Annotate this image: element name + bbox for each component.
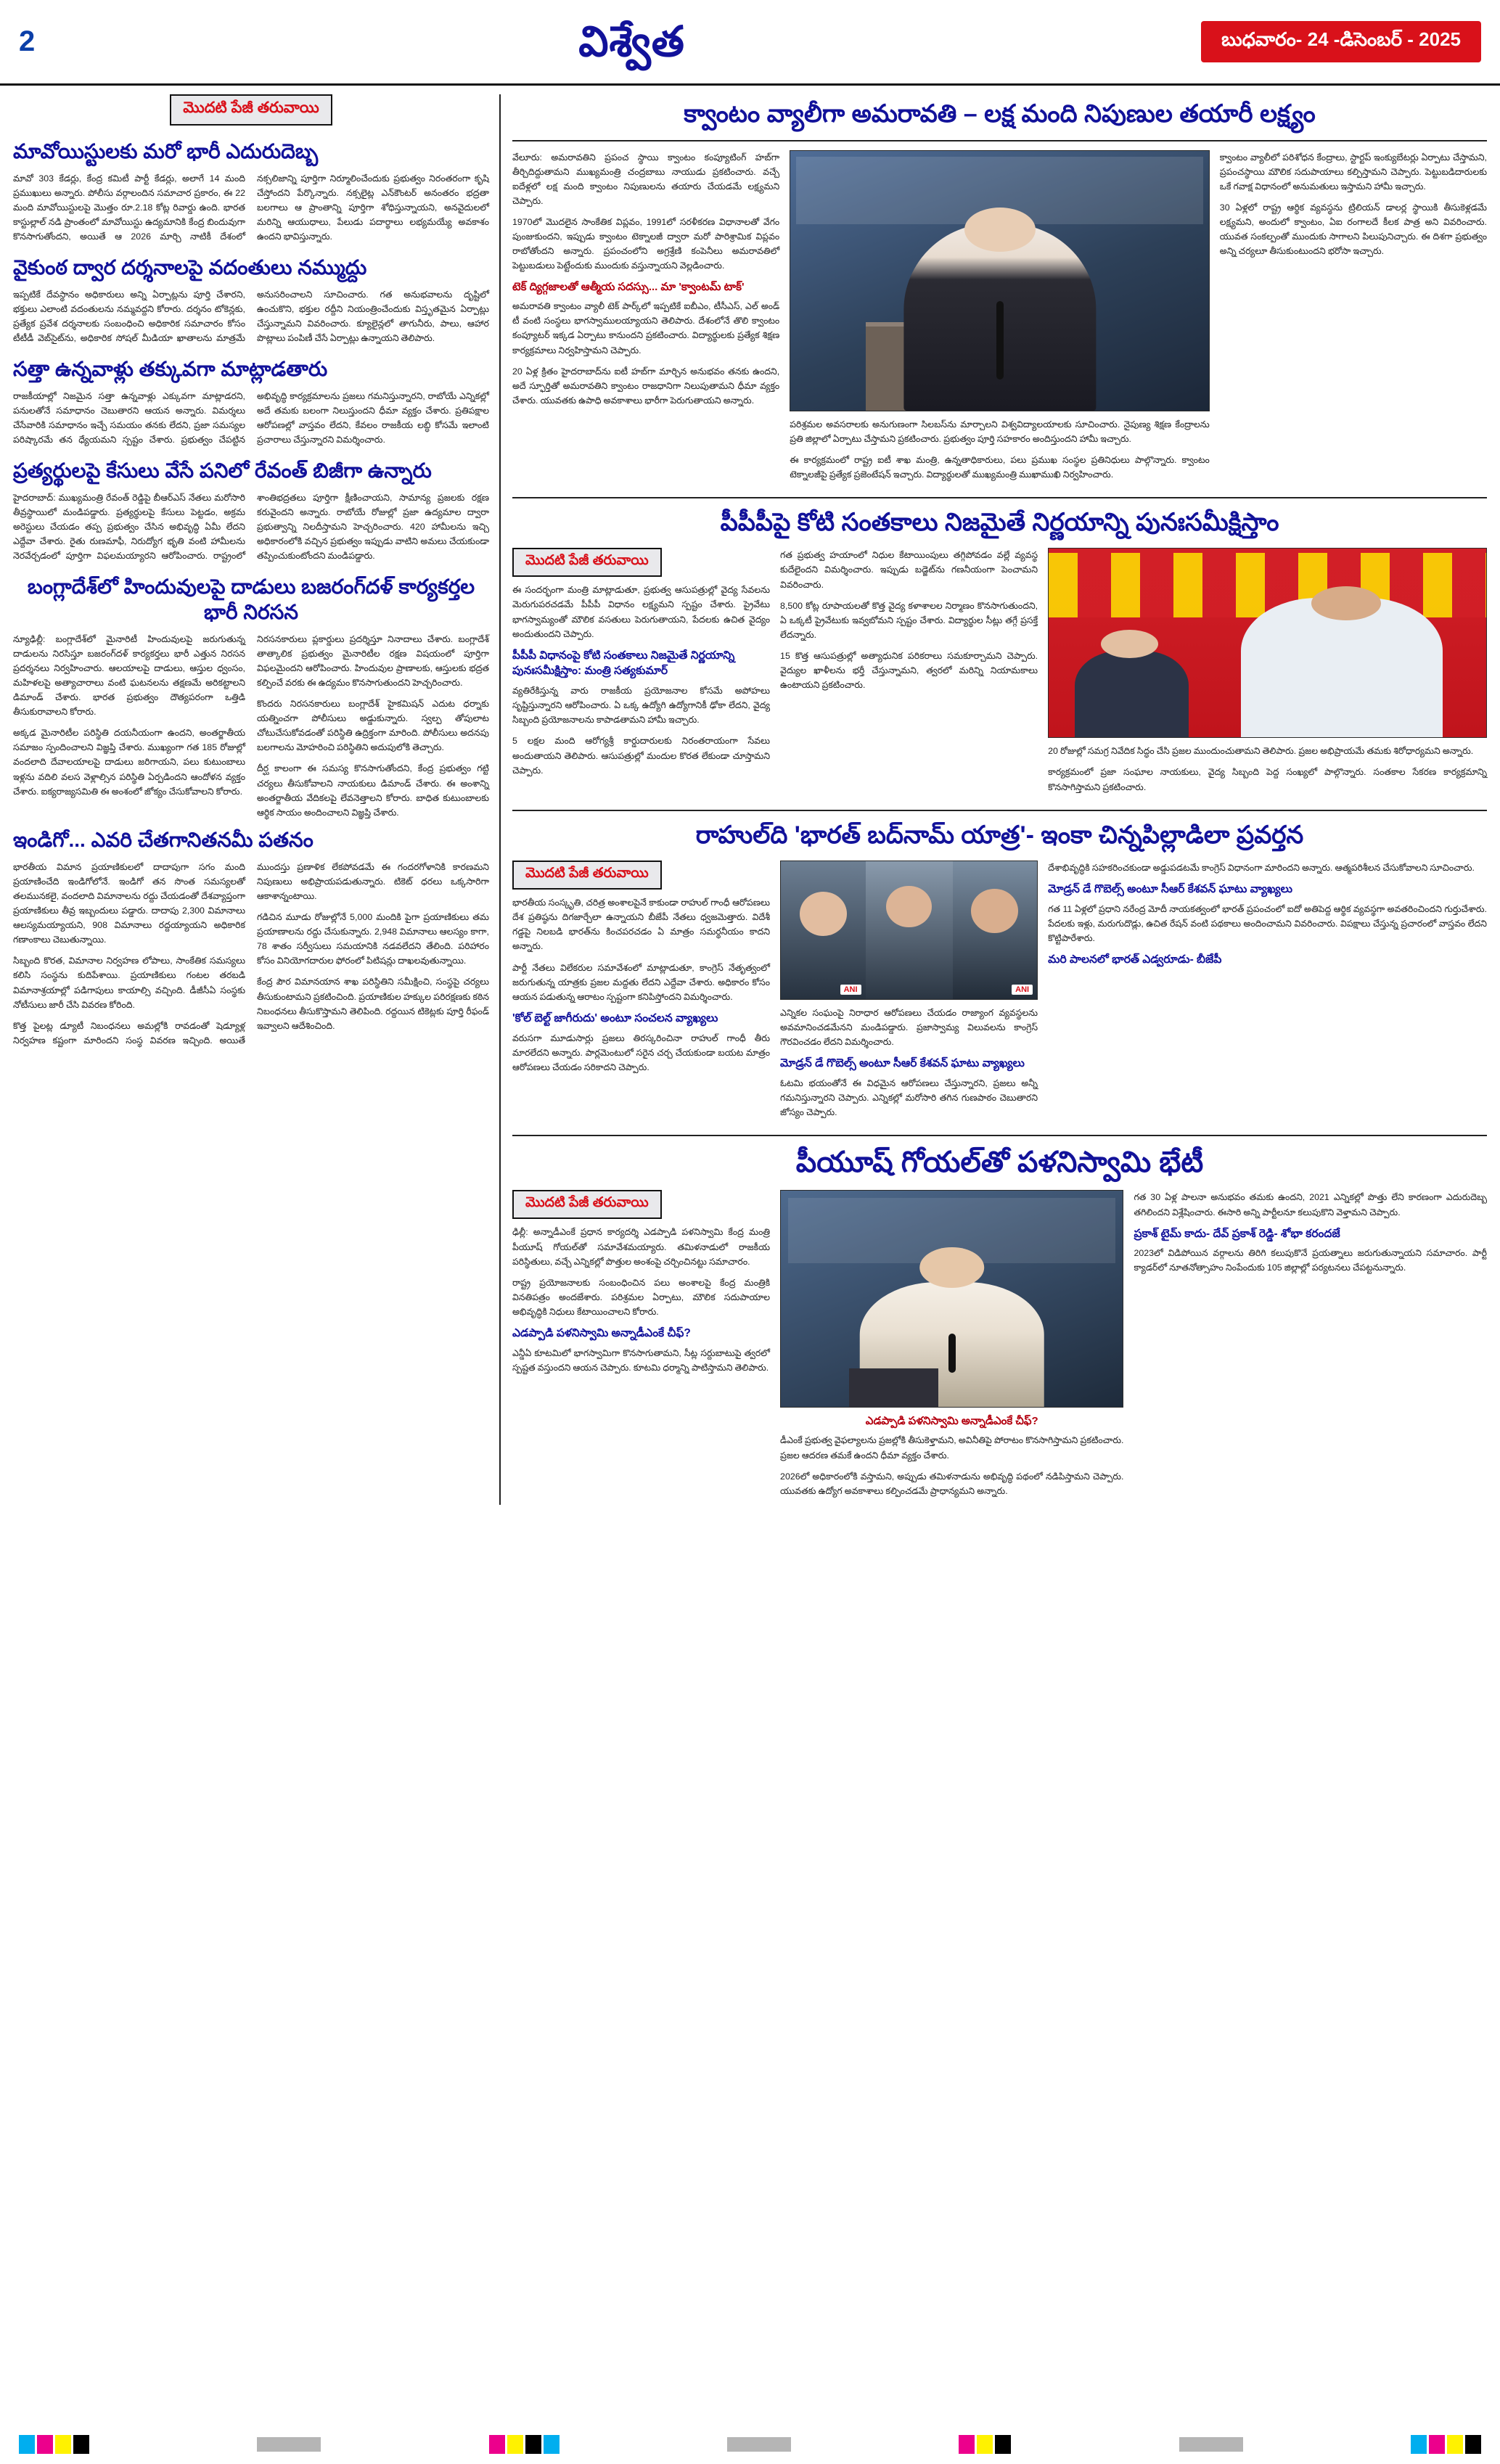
gray-bar-2 — [727, 2437, 791, 2452]
goyal-col-1 — [512, 1190, 770, 1504]
quantum-center — [790, 150, 1210, 488]
paragraph: కార్యక్రమంలో ప్రజా సంఘాల నాయకులు, వైద్య సిబ్బంది పెద్ద సంఖ్యలో పాల్గొన్నారు. సంతకాల సేకరణ కార్యక్రమాన్ని కొనసాగిస్తామని ప్రకటించారు. — [1048, 767, 1487, 792]
microphone-icon — [948, 1334, 956, 1373]
quantum-text-col-3 — [1220, 150, 1487, 488]
paragraph: 8,500 కోట్ల రూపాయలతో కొత్త వైద్య కళాశాలల నిర్మాణం కొనసాగుతుందని, ఏ ఒక్కటీ ప్రైవేటుకు ఇవ్వబోమని స్పష్టం చేశారు. విద్యార్థుల సీట్లు తగ్గే ప్రసక్తే లేదన్నారు. — [780, 600, 1038, 640]
rahul-col-1 — [512, 861, 770, 1126]
story-headline: మావోయిస్టులకు మరో భారీ ఎదురుదెబ్బ — [13, 140, 319, 163]
story-satta — [13, 356, 489, 451]
photo-cm-speech — [790, 150, 1210, 411]
paragraph: 2023లో విడిపోయిన వర్గాలను తిరిగి కలుపుకొనే ప్రయత్నాలు జరుగుతున్నాయని సమాచారం. పార్టీ క్యాడర్‌లో నూతనోత్సాహం నింపేందుకు 105 జిల్లాల్లో పర్యటనలు చేపట్టనున్నారు. — [1134, 1248, 1487, 1273]
paragraph: న్యూఢిల్లీ: బంగ్లాదేశ్‌లో మైనారిటీ హిందువులపై జరుగుతున్న దాడులను నిరసిస్తూ బజరంగ్‌దళ్ కార్యకర్తలు భారీ ఎత్తున నిరసన ప్రదర్శనలు నిర్వహించారు. ఆలయాలపై దాడులు, ఆస్తుల ధ్వంసం, మహిళలపై అత్యాచారాలు వంటి ఘటనలను తక్షణమే అరికట్టాలని డిమాండ్ చేశారు. భారత ప్రభుత్వం దౌత్యపరంగా ఒత్తిడి తీసుకురావాలని కోరారు. — [13, 633, 245, 718]
rahul-col-3 — [1048, 861, 1487, 1126]
paragraph: సిబ్బంది కొరత, విమానాల నిర్వహణ లోపాలు, సాంకేతిక సమస్యలు కలిసి సంస్థను కుదిపేశాయి. ప్రయాణికులు గంటల తరబడి విమానాశ్రయాల్లో పడిగాపులు కాయాల్సి వచ్చింది. డీజీసీఏ సంస్థకు నోటీసులు జారీ చేసి వివరణ కోరింది. — [13, 956, 245, 1010]
story-body — [13, 490, 489, 567]
photo-head-left — [1101, 630, 1157, 658]
story-body — [13, 287, 489, 349]
swatch-yellow — [55, 2435, 71, 2454]
story-body — [13, 171, 489, 247]
rahul-col-2 — [780, 861, 1038, 1126]
paragraph: ఈ కార్యక్రమంలో రాష్ట్ర ఐటీ శాఖ మంత్రి, ఉన్నతాధికారులు, పలు ప్రముఖ సంస్థల ప్రతినిధులు పాల్గొన్నారు. క్వాంటం టెక్నాలజీపై ప్రత్యేక ప్రజెంటేషన్ ఇచ్చారు. విద్యార్థులతో ముఖ్యమంత్రి ముఖాముఖి నిర్వహించారు. — [790, 454, 1210, 480]
photo-press-trio — [780, 861, 1038, 1000]
paragraph: కొత్త పైలట్ల డ్యూటీ నిబంధనలు అమల్లోకి రావడంతో షెడ్యూళ్ల నిర్వహణ కష్టంగా మారిందని సంస్థ వివరణ ఇచ్చింది. అయితే ముందస్తు ప్రణాళిక లేకపోవడమే ఈ గందరగోళానికి కారణమని నిపుణులు అభిప్రాయపడుతున్నారు. టికెట్ ధరలు ఒక్కసారిగా ఆకాశాన్నంటాయి. — [13, 861, 489, 1046]
swatch-group-4 — [1411, 2435, 1481, 2454]
paragraph: 20 రోజుల్లో సమగ్ర నివేదిక సిద్ధం చేసి ప్రజల ముందుంచుతామని తెలిపారు. ప్రజల అభిప్రాయమే తమకు శిరోధార్యమని అన్నారు. — [1048, 746, 1474, 757]
story-subhead: మోడ్రన్ డే గొబెల్స్ అంటూ సీఆర్ కేశవన్ ఘాటు వ్యాఖ్యలు — [780, 1057, 1025, 1070]
story-body — [13, 860, 489, 1048]
divider — [512, 140, 1487, 141]
swatch-magenta — [489, 2435, 505, 2454]
photo-goyal-head — [919, 1247, 985, 1289]
swatch-magenta — [959, 2435, 975, 2454]
left-column — [13, 94, 501, 1505]
left-continued-kicker-wrap — [13, 94, 489, 131]
photo-event-banner — [1049, 553, 1486, 617]
story-headline: క్వాంటం వ్యాలీగా అమరావతి – లక్ష మంది నిపుణుల తయారీ లక్ష్యం — [684, 100, 1316, 128]
continued-label: మొదటి పేజీ తరువాయి — [512, 1190, 662, 1219]
story-subhead: టెక్ ద్యిగ్గజాలతో ఆత్మీయ సదస్సు... మా 'క్వాంటమ్ టాక్' — [512, 281, 745, 294]
paragraph: డీఎంకే ప్రభుత్వ వైఫల్యాలను ప్రజల్లోకి తీసుకెళ్తామని, అవినీతిపై పోరాటం కొనసాగిస్తామని ప్రకటించారు. ప్రజల ఆదరణ తమకే ఉందని ధీమా వ్యక్తం చేశారు. — [780, 1435, 1124, 1461]
story-body — [13, 632, 489, 820]
masthead — [0, 0, 1500, 86]
masthead-logo-wrap — [62, 17, 1201, 65]
story-headline: ఇండిగో... ఎవరి చేతగానితనమీ పతనం — [13, 828, 313, 851]
photo-minister-press-meet — [1048, 548, 1487, 738]
photo-lectern — [849, 1368, 938, 1408]
quantum-text-col-1 — [512, 150, 779, 488]
goyal-block — [512, 1190, 1487, 1504]
swatch-yellow — [1447, 2435, 1463, 2454]
photo-head-3 — [971, 889, 1018, 933]
story-headline: రాహుల్‌ది 'భారత్ బద్‌నామ్ యాత్ర'- ఇంకా చిన్నపిల్లాడిలా ప్రవర్తన — [695, 821, 1304, 849]
photo-head-right — [1311, 586, 1381, 620]
story-goyal — [512, 1145, 1487, 1504]
photo-panel-left — [781, 861, 866, 999]
paragraph: గడిచిన మూడు రోజుల్లోనే 5,000 మందికి పైగా ప్రయాణికులు తమ ప్రయాణాలను రద్దు చేసుకున్నారు. 2,948 విమానాలు ఆలస్యం కాగా, 78 శాతం సర్వీసులు సమయానికి నడవలేదని తేలింది. పరిహారం కోసం వినియోగదారుల ఫోరంలో పిటిషన్లు దాఖలవుతున్నాయి. — [257, 912, 489, 966]
story-vaikunta — [13, 255, 489, 349]
paragraph: మావో 303 కేడర్లు, కేంద్ర కమిటీ పార్టీ కేడర్లు, అలాగే 14 మంది ప్రముఖులు అన్నారు. పోలీసు వర్గాలందిన సమాచార ప్రకారం, ఈ 22 మంది మావోయిస్టులపై మొత్తం రూ.2.18 కోట్ల రివార్డు ఉంది. భారత కాస్టుల్లాల్ నడి ప్రాంతంలో మావోయిస్టు ఉద్యమానికి కేంద్ర బిందువుగా కొనసాగుతోందని, అయితే ఆ 2026 మార్చి నాటికీ దేశంలో నక్సలిజాన్ని పూర్తిగా నిర్మూలించేందుకు ప్రభుత్వం నిరంతరంగా కృషి చేస్తోందని పేర్కొన్నారు. నక్సలైట్ల ఎన్‌కౌంటర్ అనంతరం భద్రతా బలగాలు ఆ ప్రాంతాన్ని పూర్తిగా శోధిస్తున్నాయని, అనవైదులలో మరిన్ని ఆయుధాలు, పేలుడు పదార్థాలు లభ్యమయ్యే అవకాశం ఉందని భావిస్తున్నారు. — [13, 173, 489, 242]
story-revanth — [13, 458, 489, 567]
swatch-cyan — [544, 2435, 560, 2454]
ppp-col-2 — [780, 548, 1038, 800]
ppp-col-1 — [512, 548, 770, 800]
continued-label: మొదటి పేజీ తరువాయి — [170, 94, 332, 126]
paragraph: ఈ సందర్భంగా మంత్రి మాట్లాడుతూ, ప్రభుత్వ ఆసుపత్రుల్లో వైద్య సేవలను మెరుగుపరచడమే పీపీపీ విధానం లక్ష్యమని స్పష్టం చేశారు. ప్రైవేటు భాగస్వామ్యంతో మౌలిక వసతులు పెరుగుతాయని, పేదలకు ఉచిత వైద్యం అందుతుందని చెప్పారు. — [512, 585, 771, 639]
paragraph: 5 లక్షల మంది ఆరోగ్యశ్రీ కార్డుదారులకు నిరంతరాయంగా సేవలు అందుతాయని తెలిపారు. ఆసుపత్రుల్లో మందుల కొరత లేకుండా చూస్తామని చెప్పారు. — [512, 736, 771, 776]
swatch-black — [1465, 2435, 1481, 2454]
paragraph: ఓటమి భయంతోనే ఈ విధమైన ఆరోపణలు చేస్తున్నారని, ప్రజలు అన్నీ గమనిస్తున్నారని చెప్పారు. ఎన్నికల్లో మరోసారి తగిన గుణపాఠం చెబుతారని జోస్యం చెప్పారు. — [780, 1078, 1038, 1118]
issue-date: బుధవారం- 24 -డిసెంబర్ - 2025 — [1201, 21, 1481, 62]
paragraph: వ్యతిరేకిస్తున్న వారు రాజకీయ ప్రయోజనాల కోసమే అపోహలు సృష్టిస్తున్నారని ఆరోపించారు. ఏ ఒక్క ఉద్యోగి ఉద్యోగానికీ ఢోకా లేదని, వైద్య సిబ్బంది ప్రయోజనాలను కాపాడతామని హామీ ఇచ్చారు. — [512, 686, 771, 726]
microphone-icon — [996, 301, 1004, 379]
paragraph: ఎన్నికల సంఘంపై నిరాధార ఆరోపణలు చేయడం రాజ్యాంగ వ్యవస్థలను అవమానించడమేనని మండిపడ్డారు. ప్రజాస్వామ్య విలువలను కాంగ్రెస్ గౌరవించడం లేదని విమర్శించారు. — [780, 1008, 1038, 1048]
goyal-col-2 — [780, 1190, 1123, 1504]
rahul-block — [512, 861, 1487, 1126]
divider — [512, 1135, 1487, 1136]
paragraph: పార్టీ నేతలు విలేకరుల సమావేశంలో మాట్లాడుతూ, కాంగ్రెస్ నేతృత్వంలో జరుగుతున్న యాత్రకు ప్రజల మద్దతు లేదని ఎద్దేవా చేశారు. అధికారం కోసం ఆయన పడుతున్న ఆరాటం స్పష్టంగా కనిపిస్తోందని విమర్శించారు. — [512, 962, 771, 1002]
paragraph: రాజకీయాల్లో నిజమైన సత్తా ఉన్నవాళ్లు ఎక్కువగా మాట్లాడరని, పనులతోనే సమాధానం చెబుతారని ఆయన అన్నారు. విమర్శలు చేసేవారికి సమాధానం ఇచ్చే సమయం తనకు లేదని, ప్రజా సమస్యల పరిష్కారమే తన ధ్యేయమని స్పష్టం చేశారు. ప్రభుత్వం చేపట్టిన అభివృద్ధి కార్యక్రమాలను ప్రజలు గమనిస్తున్నారని, రాబోయే ఎన్నికల్లో అదే తమకు బలంగా నిలుస్తుందని ధీమా వ్యక్తం చేశారు. ప్రతిపక్షాల ఆరోపణల్లో వాస్తవం లేదని, కేవలం రాజకీయ లబ్ధి కోసమే ఇలాంటి ప్రచారాలు చేస్తున్నారని విమర్శించారు. — [13, 390, 489, 445]
story-subhead: ఎడప్పాడి పళనిస్వామి అన్నాడీఎంకే చీఫ్? — [512, 1326, 691, 1339]
swatch-group-2 — [489, 2435, 560, 2454]
paragraph: 15 కొత్త ఆసుపత్రుల్లో అత్యాధునిక పరికరాలు సమకూర్చామని చెప్పారు. వైద్యుల ఖాళీలను భర్తీ చేస్తున్నామని, త్వరలో మరిన్ని నియామకాలు ఉంటాయని ప్రకటించారు. — [780, 650, 1038, 691]
paragraph: 2026లో అధికారంలోకి వస్తామని, అప్పుడు తమిళనాడును అభివృద్ధి పథంలో నడిపిస్తామని చెప్పారు. యువతకు ఉద్యోగ అవకాశాలు కల్పించడమే ప్రాధాన్యమని అన్నారు. — [780, 1471, 1124, 1496]
gray-bar-1 — [257, 2437, 321, 2452]
paragraph: నిరసనకారులు ప్లకార్డులు ప్రదర్శిస్తూ నినాదాలు చేశారు. బంగ్లాదేశ్ తాత్కాలిక ప్రభుత్వం మైనారిటీల రక్షణ విషయంలో పూర్తిగా విఫలమైందని ఆరోపించారు. హిందువుల ప్రాణాలకు, ఆస్తులకు భద్రత కల్పించే వరకు ఈ ఉద్యమం కొనసాగుతుందని హెచ్చరించారు. — [257, 633, 489, 688]
ppp-col-3 — [1048, 548, 1487, 800]
paragraph: ఢిల్లీ: అన్నాడీఎంకే ప్రధాన కార్యదర్శి ఎడప్పాడి పళనిస్వామి కేంద్ర మంత్రి పీయూష్ గోయల్‌తో సమావేశమయ్యారు. తమిళనాడులో రాజకీయ పరిస్థితులు, వచ్చే ఎన్నికల్లో పొత్తుల అంశంపై చర్చించినట్టు సమాచారం. — [512, 1227, 771, 1267]
ani-watermark-2: ANI — [1012, 985, 1033, 995]
story-headline: వైకుంఠ ద్వార దర్శనాలపై వదంతులు నమ్ముద్దు — [13, 255, 367, 279]
paragraph: వరుసగా మూడుసార్లు ప్రజలు తిరస్కరించినా రాహుల్ గాంధీ తీరు మారలేదని అన్నారు. పార్లమెంటులో సరైన చర్చ చేయకుండా బయట మాత్రం ఆరోపణలు చేయడం సరికాదని చెప్పారు. — [512, 1032, 771, 1072]
swatch-black — [995, 2435, 1011, 2454]
swatch-yellow — [977, 2435, 993, 2454]
paragraph: గత 30 ఏళ్ల పాలనా అనుభవం తమకు ఉందని, 2021 ఎన్నికల్లో పొత్తు లేని కారణంగా ఎదురుదెబ్బ తగిలిందని విశ్లేషించారు. ఈసారి అన్ని పార్టీలనూ కలుపుకొని వెళ్తామని చెప్పారు. — [1134, 1192, 1487, 1217]
story-subhead: ఎడప్పాడి పళనిస్వామి అన్నాడీఎంకే చీఫ్? — [865, 1415, 1038, 1428]
paragraph: దేశాభివృద్ధికి సహకరించకుండా అడ్డుపడటమే కాంగ్రెస్ విధానంగా మారిందని అన్నారు. ఆత్మపరిశీలన చేసుకోవాలని సూచించారు. — [1048, 863, 1475, 874]
paragraph: ఇప్పటికే దేవస్థానం అధికారులు అన్ని ఏర్పాట్లను పూర్తి చేశారని, భక్తులు ఎలాంటి వదంతులను నమ్మవద్దని కోరారు. దర్శనం టోకెన్లకు, ప్రత్యేక ప్రవేశ దర్శనాలకు సంబంధించి అధికారిక సమాచారం కోసం టీటీడీ వెబ్‌సైట్‌ను, అధికారిక సోషల్ మీడియా ఖాతాలను మాత్రమే అనుసరించాలని సూచించారు. గత అనుభవాలను దృష్టిలో ఉంచుకొని, భక్తుల రద్దీని నియంత్రించేందుకు విస్తృతమైన ఏర్పాట్లు చేస్తున్నామని వివరించారు. క్యూలైన్లలో తాగునీరు, పాలు, ఆహార పొట్లాలు పంపిణీ చేసే ఏర్పాట్లు ఉన్నాయని తెలిపారు. — [13, 289, 489, 344]
story-maoists — [13, 139, 489, 247]
paragraph: క్వాంటం వ్యాలీలో పరిశోధన కేంద్రాలు, స్టార్టప్ ఇంక్యుబేటర్లు ఏర్పాటు చేస్తామని, ప్రపంచస్థాయి మౌలిక సదుపాయాలు కల్పిస్తామని చెప్పారు. పెట్టుబడిదారులకు ఒకే గవాక్ష విధానంలో అనుమతులు ఇస్తామని హామీ ఇచ్చారు. — [1219, 152, 1487, 192]
gray-bar-3 — [1179, 2437, 1243, 2452]
swatch-magenta — [37, 2435, 53, 2454]
paragraph: అమరావతి క్వాంటం వ్యాలీ టెక్ పార్క్‌లో ఇప్పటికే ఐబీఎం, టీసీఎస్, ఎల్ అండ్ టీ వంటి సంస్థలు భాగస్వాములయ్యాయని తెలిపారు. దేశంలోనే తొలి క్వాంటం కంప్యూటర్ ఇక్కడ ఏర్పాటు కానుందని ప్రకటించారు. విద్యార్థులకు ప్రత్యేక శిక్షణ కార్యక్రమాలు నిర్వహిస్తామని చెప్పారు. — [512, 301, 780, 356]
photo-head-1 — [800, 892, 847, 936]
paragraph: భారతీయ విమాన ప్రయాణికులలో దాదాపుగా సగం మంది ప్రయాణించేది ఇండిగోలోనే. ఇండిగో తన సొంత సమస్యలతో తలమునకలై, వందలాది విమానాలను రద్దు చేయడంతో దేశవ్యాప్తంగా ప్రయాణికులు తీవ్ర ఇబ్బందులు పడ్డారు. దాదాపు 2,300 విమానాలు ఆలస్యమయ్యాయని, 908 విమానాలు రద్దయ్యాయని అధికారిక గణాంకాలు చెబుతున్నాయి. — [13, 861, 245, 945]
photo-panel-center — [866, 861, 953, 999]
story-subhead-2: ప్రకాశ్ టైమ్ కాదు- దేవ్ ప్రకాశ్ రెడ్డి- శోభా కరందజే — [1134, 1227, 1340, 1240]
photo-speaker-head — [964, 208, 1035, 252]
paragraph: దీర్ఘ కాలంగా ఈ సమస్య కొనసాగుతోందని, కేంద్ర ప్రభుత్వం గట్టి చర్యలు తీసుకోవాలని నాయకులు డిమాండ్ చేశారు. ఈ అంశాన్ని అంతర్జాతీయ వేదికలపై లేవనెత్తాలని కోరారు. బాధిత కుటుంబాలకు ఆర్థిక సాయం అందించాలని విజ్ఞప్తి చేశారు. — [257, 763, 489, 818]
paragraph: పరిశ్రమల అవసరాలకు అనుగుణంగా సిలబస్‌ను మార్చాలని విశ్వవిద్యాలయాలకు సూచించారు. నైపుణ్య శిక్షణ కేంద్రాలను ప్రతి జిల్లాలో ఏర్పాటు చేస్తామని ప్రకటించారు. ప్రభుత్వం పూర్తి సహకారం అందిస్తుందని హామీ ఇచ్చారు. — [790, 419, 1210, 444]
story-bangladesh — [13, 574, 489, 820]
page-content — [0, 86, 1500, 1505]
paragraph: భారతీయ సంస్కృతి, చరిత్ర అంశాలపైనే కాకుండా రాహుల్ గాంధీ ఆరోపణలు దేశ ప్రతిష్ఠను దిగజార్చేలా ఉన్నాయని బీజేపీ నేతలు ధ్వజమెత్తారు. విదేశీ గడ్డపై నిలబడి భారత్‌ను కించపరచడం ఏ మాత్రం సమర్థనీయం కాదని అన్నారు. — [512, 898, 771, 952]
paragraph: 30 ఏళ్లలో రాష్ట్ర ఆర్థిక వ్యవస్థను ట్రిలియన్ డాలర్ల స్థాయికి తీసుకెళ్లడమే లక్ష్యమని, అందులో క్వాంటం, ఏఐ రంగాలదే కీలక పాత్ర అని వివరించారు. యువత సంకల్పంతో ముందుకు సాగాలని పిలుపునిచ్చారు. ఈ దిశగా ప్రభుత్వం అన్ని చర్యలూ తీసుకుంటుందని భరోసా ఇచ్చారు. — [1219, 202, 1487, 257]
page-number: 2 — [19, 25, 36, 57]
photo-panel-right — [953, 861, 1038, 999]
story-ppp — [512, 507, 1487, 801]
story-headline: ప్రత్యర్థులపై కేసులు వేసే పనిలో రేవంత్ బిజీగా ఉన్నారు — [13, 459, 432, 482]
story-headline: పీయూష్ గోయల్‌తో పళనిస్వామి భేటీ — [795, 1146, 1204, 1179]
swatch-group-3 — [959, 2435, 1011, 2454]
swatch-black — [73, 2435, 89, 2454]
story-rahul — [512, 820, 1487, 1127]
quantum-top-block — [512, 150, 1487, 488]
right-column — [501, 94, 1487, 1505]
ani-watermark: ANI — [840, 985, 861, 995]
story-subhead: 'కోల్ బెల్ట్ జాగీరుదు' అంటూ సంచలన వ్యాఖ్యలు — [512, 1011, 718, 1024]
paragraph: ఎన్డీఏ కూటమిలో భాగస్వామిగా కొనసాగుతామని, సీట్ల సర్దుబాటుపై త్వరలో స్పష్టత వస్తుందని ఆయన చెప్పారు. కూటమి ధర్మాన్ని పాటిస్తామని తెలిపారు. — [512, 1347, 771, 1373]
swatch-yellow — [507, 2435, 523, 2454]
swatch-group-1 — [19, 2435, 89, 2454]
divider — [512, 810, 1487, 811]
swatch-magenta — [1429, 2435, 1445, 2454]
swatch-black — [525, 2435, 541, 2454]
divider — [512, 497, 1487, 498]
paragraph: 1970లో మొదలైన సాంకేతిక విప్లవం, 1991లో సరళీకరణ విధానాలతో వేగం పుంజుకుందని, ఇప్పుడు క్వాంటం టెక్నాలజీ ద్వారా మరో పారిశ్రామిక విప్లవం రాబోతోందని అన్నారు. ప్రపంచంలోని అగ్రశ్రేణి కంపెనీలు అమరావతిలో పెట్టుబడులు పెట్టేందుకు ముందుకు వస్తున్నాయని వెల్లడించారు. — [512, 216, 780, 271]
paragraph: గత ప్రభుత్వ హయాంలో నిధుల కేటాయింపులు తగ్గిపోవడం వల్లే వ్యవస్థ కుదేలైందని విమర్శించారు. ఇప్పుడు బడ్జెట్‌ను గణనీయంగా పెంచామని వివరించారు. — [780, 550, 1038, 590]
swatch-cyan — [1411, 2435, 1427, 2454]
story-subhead-bjp: మరి పాలనలో భారత్ ఎడ్వరూడు- బీజేపీ — [1048, 953, 1222, 966]
ppp-block — [512, 548, 1487, 800]
paragraph: కేంద్ర పౌర విమానయాన శాఖ పరిస్థితిని సమీక్షించి, సంస్థపై చర్యలు తీసుకుంటామని ప్రకటించింది. ప్రయాణికుల హక్కుల పరిరక్షణకు కఠిన నిబంధనలు తీసుకొస్తామని తెలిపింది. రద్దయిన టికెట్లకు పూర్తి రీఫండ్ ఇవ్వాలని ఆదేశించింది. — [257, 977, 489, 1031]
story-headline: సత్తా ఉన్నవాళ్లు తక్కువగా మాట్లాడతారు — [13, 357, 328, 380]
story-subhead-extra: మోడ్రన్ డే గొబెల్స్ అంటూ సీఆర్ కేశవన్ ఘాటు వ్యాఖ్యలు — [1048, 883, 1292, 896]
swatch-cyan — [19, 2435, 35, 2454]
continued-label: మొదటి పేజీ తరువాయి — [512, 548, 662, 577]
paragraph: రాష్ట్ర ప్రయోజనాలకు సంబంధించిన పలు అంశాలపై కేంద్ర మంత్రికి వినతిపత్రం అందజేశారు. పరిశ్రమల ఏర్పాటు, మౌలిక సదుపాయాల అభివృద్ధికి నిధులు కేటాయించాలని కోరారు. — [512, 1277, 771, 1317]
goyal-col-3 — [1134, 1190, 1487, 1504]
paragraph: వేలూరు: అమరావతిని ప్రపంచ స్థాయి క్వాంటం కంప్యూటింగ్ హబ్‌గా తీర్చిదిద్దుతామని ముఖ్యమంత్రి చంద్రబాబు నాయుడు ప్రకటించారు. వచ్చే ఐదేళ్లలో లక్ష మంది క్వాంటం నిపుణులను తయారు చేయడమే లక్ష్యమని చెప్పారు. — [512, 152, 780, 206]
paragraph: 20 ఏళ్ల క్రితం హైదరాబాద్‌ను ఐటీ హబ్‌గా మార్చిన అనుభవం తనకు ఉందని, అదే స్ఫూర్తితో అమరావతిని క్వాంటం రాజధానిగా నిలుపుతామని ధీమా వ్యక్తం చేశారు. యువతకు ఉపాధి అవకాశాలు భారీగా పెరుగుతాయని అన్నారు. — [512, 366, 780, 406]
paragraph: హైదరాబాద్‌: ముఖ్యమంత్రి రేవంత్ రెడ్డిపై బీఆర్ఎస్ నేతలు మరోసారి తీవ్రస్థాయిలో మండిపడ్డారు. ప్రత్యర్థులపై కేసులు పెట్టడం, అక్రమ అరెస్టులు చేయడం తప్ప ప్రభుత్వం చేసిన అభివృద్ధి ఏమీ లేదని ఎద్దేవా చేశారు. రైతు రుణమాఫీ, నిరుద్యోగ భృతి వంటి హామీలను నెరవేర్చడంలో పూర్తిగా విఫలమయ్యారని ఆరోపించారు. రాష్ట్రంలో శాంతిభద్రతలు పూర్తిగా క్షీణించాయని, సామాన్య ప్రజలకు రక్షణ కరువైందని అన్నారు. రాబోయే రోజుల్లో ప్రజా ఉద్యమాల ద్వారా ప్రభుత్వాన్ని నిలదీస్తామని హెచ్చరించారు. 420 హామీలను ఇచ్చి అధికారంలోకి వచ్చిన ప్రభుత్వం ఇప్పుడు వాటిని అమలు చేయకుండా తప్పించుకుంటోందని మండిపడ్డారు. — [13, 492, 489, 562]
photo-goyal-speaking — [780, 1190, 1123, 1408]
story-quantum — [512, 99, 1487, 488]
photo-head-2 — [886, 886, 931, 927]
paragraph: గత 11 ఏళ్లలో ప్రధాని నరేంద్ర మోదీ నాయకత్వంలో భారత్ ప్రపంచంలో ఐదో అతిపెద్ద ఆర్థిక వ్యవస్థగా అవతరించిందని గుర్తుచేశారు. పేదలకు ఇళ్లు, మరుగుదొడ్లు, ఉచిత రేషన్ వంటి పథకాలు అందించామని వివరించారు. విపక్షాలు చేస్తున్న ప్రచారంలో వాస్తవం లేదని కొట్టిపారేశారు. — [1048, 903, 1487, 944]
paragraph: అక్కడ మైనారిటీల పరిస్థితి దయనీయంగా ఉందని, అంతర్జాతీయ సమాజం స్పందించాలని విజ్ఞప్తి చేశారు. ముఖ్యంగా గత 185 రోజుల్లో వందలాది దేవాలయాలపై దాడులు జరిగాయని, పలు కుటుంబాలు ఇళ్లను వదిలి వలస వెళ్లాల్సిన పరిస్థితి ఏర్పడిందని ఆందోళన వ్యక్తం చేశారు. ఐక్యరాజ్యసమితి ఈ అంశంలో జోక్యం చేసుకోవాలని కోరారు. — [13, 728, 245, 797]
story-indigo — [13, 827, 489, 1048]
story-body — [13, 389, 489, 451]
story-subhead: పీపీపీ విధానంపై కోటి సంతకాలు నిజమైతే నిర్ణయాన్ని పునఃసమీక్షిస్తాం: మంత్రి సత్యకుమార్ — [512, 649, 735, 678]
paragraph: కొందరు నిరసనకారులు బంగ్లాదేశ్ హైకమిషన్ ఎదుట ధర్నాకు యత్నించగా పోలీసులు అడ్డుకున్నారు. స్వల్ప తోపులాట చోటుచేసుకోవడంతో పరిస్థితి ఉద్రిక్తంగా మారింది. పోలీసులు అదనపు బలగాలను మోహరించి పరిస్థితిని అదుపులోకి తెచ్చారు. — [257, 699, 489, 753]
publication-logo: విశ్వేత — [578, 17, 685, 65]
continued-label: మొదటి పేజీ తరువాయి — [512, 861, 662, 890]
story-headline: పీపీపీపై కోటి సంతకాలు నిజమైతే నిర్ణయాన్ని పునఃసమీక్షిస్తాం — [720, 508, 1279, 536]
print-registration-bar — [0, 2435, 1500, 2454]
photo-person-left — [1075, 651, 1189, 738]
story-headline: బంగ్లాదేశ్‌లో హిందువులపై దాడులు బజరంగ్‌దళ్ కార్యకర్తల భారీ నిరసన — [27, 575, 475, 623]
